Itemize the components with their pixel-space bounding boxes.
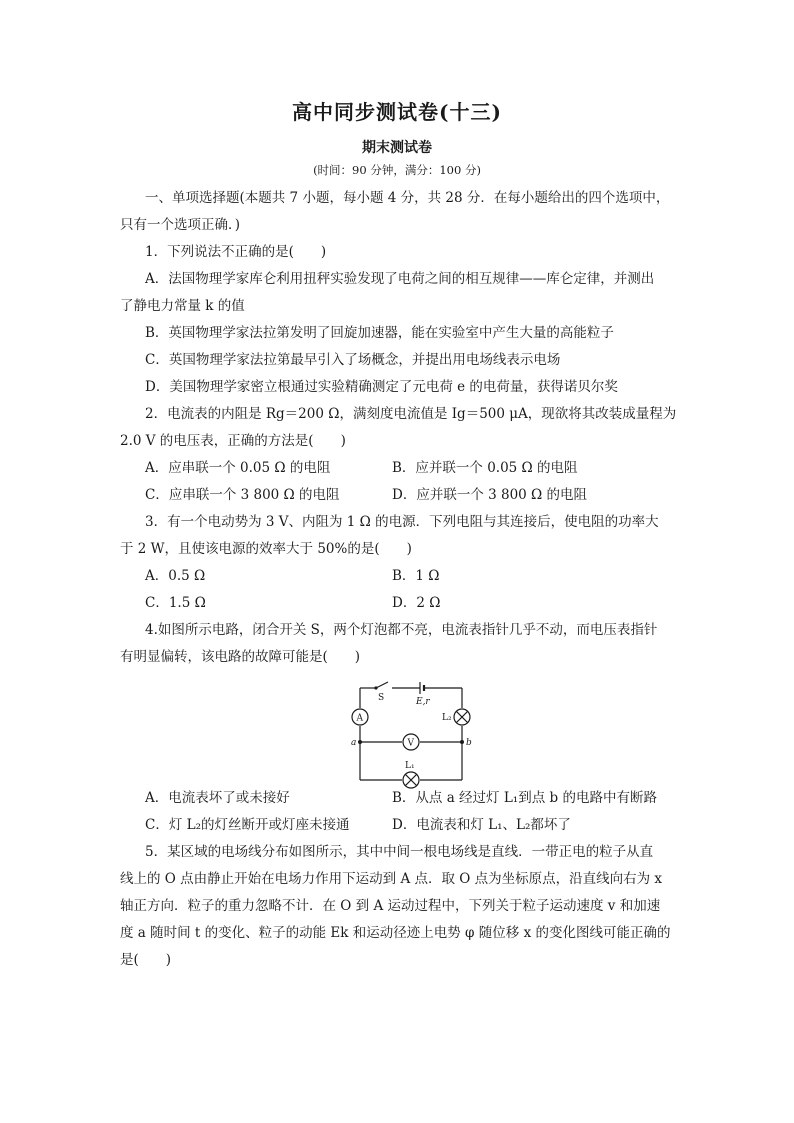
q3-option-b: B．1 Ω [392, 568, 440, 584]
q4-option-a: A．电流表坏了或未接好 [145, 790, 290, 806]
q1-option-a-line1: A．法国物理学家库仑利用扭秤实验发现了电荷之间的相互规律——库仑定律，并测出 [145, 271, 655, 287]
q4-stem-line2: 有明显偏转，该电路的故障可能是( ) [120, 649, 361, 665]
q1-option-d: D．美国物理学家密立根通过实验精确测定了元电荷 e 的电荷量，获得诺贝尔奖 [145, 379, 618, 395]
q5-line1: 5．某区域的电场线分布如图所示，其中中间一根电场线是直线．一带正电的粒子从直 [145, 844, 654, 860]
q1-option-a-line2: 了静电力常量 k 的值 [120, 298, 245, 314]
q5-line2: 线上的 O 点由静止开始在电场力作用下运动到 A 点．取 O 点为坐标原点，沿直线向右为 x [120, 871, 663, 887]
q4-option-b: B．从点 a 经过灯 L₁到点 b 的电路中有断路 [392, 790, 657, 806]
exam-meta: (时间：90 分钟，满分：100 分) [313, 163, 481, 177]
page-subtitle: 期末测试卷 [362, 140, 432, 156]
lamp1-label: L₁ [405, 761, 415, 771]
section-intro-line2: 只有一个选项正确．) [120, 217, 241, 233]
lamp2-label: L₂ [442, 713, 452, 723]
q5-line5: 是( ) [120, 952, 172, 968]
q2-stem-line1: 2．电流表的内阻是 Rg＝200 Ω，满刻度电流值是 Ig＝500 μA，现欲将其改装成量程为 [145, 406, 677, 422]
q2-option-b: B．应并联一个 0.05 Ω 的电阻 [392, 460, 578, 476]
q3-option-d: D．2 Ω [392, 595, 441, 611]
q5-line4: 度 a 随时间 t 的变化、粒子的动能 Ek 和运动径迹上电势 φ 随位移 x 的变化图线可能正确的 [120, 925, 671, 941]
q4-option-c: C．灯 L₂的灯丝断开或灯座未接通 [145, 817, 350, 833]
circuit-diagram [340, 680, 480, 790]
page-title: 高中同步测试卷(十三) [292, 100, 502, 124]
q4-stem-line1: 4.如图所示电路，闭合开关 S，两个灯泡都不亮，电流表指针几乎不动，而电压表指针 [145, 622, 658, 638]
switch-label: S [378, 693, 385, 703]
voltmeter-label: V [407, 738, 414, 749]
ammeter-label: A [356, 713, 363, 724]
source-label: E,r [416, 697, 430, 707]
q1-option-b: B．英国物理学家法拉第发明了回旋加速器，能在实验室中产生大量的高能粒子 [145, 325, 614, 341]
section-intro-line1: 一、单项选择题(本题共 7 小题，每小题 4 分，共 28 分．在每小题给出的四个选项中， [145, 190, 670, 206]
q5-line3: 轴正方向．粒子的重力忽略不计．在 O 到 A 运动过程中，下列关于粒子运动速度 v 和加速 [120, 898, 661, 914]
node-a-dot [358, 740, 362, 744]
q1-stem: 1．下列说法不正确的是( ) [145, 244, 327, 260]
q1-option-c: C．英国物理学家法拉第最早引入了场概念，并提出用电场线表示电场 [145, 352, 561, 368]
q2-option-a: A．应串联一个 0.05 Ω 的电阻 [145, 460, 331, 476]
q2-stem-line2: 2.0 V 的电压表，正确的方法是( ) [120, 433, 346, 449]
node-b-dot [460, 740, 464, 744]
q3-stem-line2: 于 2 W，且使该电源的效率大于 50%的是( ) [120, 541, 412, 557]
node-a-label: a [351, 738, 357, 748]
q2-option-c: C．应串联一个 3 800 Ω 的电阻 [145, 487, 340, 503]
node-b-label: b [466, 738, 472, 748]
q3-option-a: A．0.5 Ω [145, 568, 206, 584]
q3-stem-line1: 3．有一个电动势为 3 V、内阻为 1 Ω 的电源．下列电阻与其连接后，使电阻的功率大 [145, 514, 659, 530]
switch-pivot [374, 686, 377, 689]
q2-option-d: D．应并联一个 3 800 Ω 的电阻 [392, 487, 588, 503]
q3-option-c: C．1.5 Ω [145, 595, 206, 611]
q4-option-d: D．电流表和灯 L₁、L₂都坏了 [392, 817, 571, 833]
